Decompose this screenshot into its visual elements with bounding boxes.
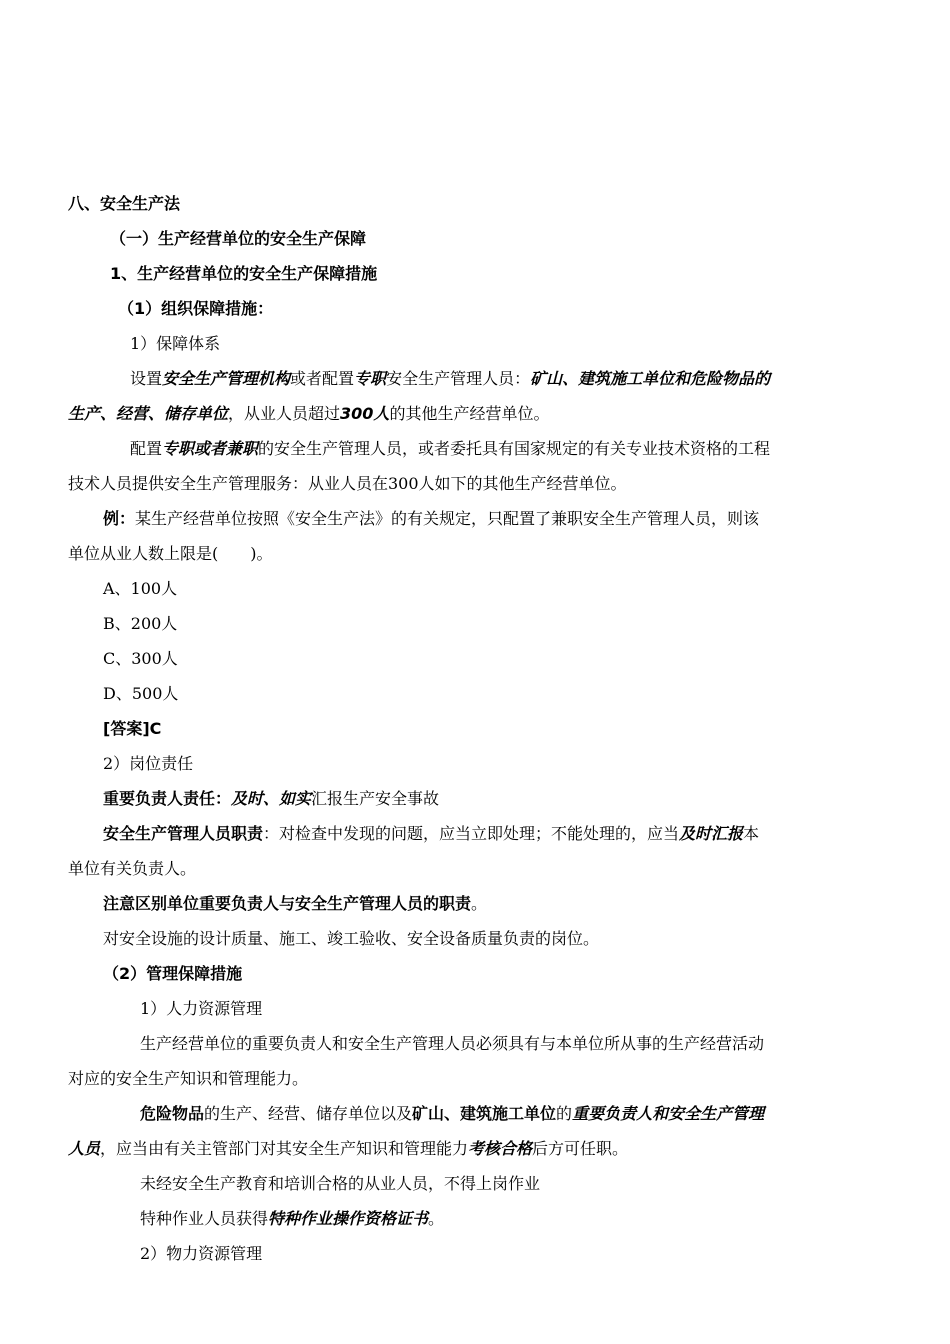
emphasis: 300人 — [340, 404, 390, 423]
text: 设置 — [130, 369, 163, 388]
text: 的安全生产管理人员，或者委托具有国家规定的有关专业技术资格的工程 — [258, 439, 771, 458]
text: 某生产经营单位按照《安全生产法》的有关规定，只配置了兼职安全生产管理人员，则该 — [135, 509, 760, 528]
subheading-hr: 1）人力资源管理 — [140, 999, 263, 1018]
label: 危险物品 — [140, 1104, 205, 1123]
text: ，从业人员超过 — [228, 404, 341, 423]
subheading-duty: 2）岗位责任 — [103, 754, 194, 773]
emphasis: 及时汇报 — [679, 824, 744, 843]
label: 重要负责人责任： — [103, 789, 232, 808]
text: 汇报生产安全事故 — [311, 789, 440, 808]
subheading-material: 2）物力资源管理 — [140, 1244, 263, 1263]
heading-org-measures: （1）组织保障措施： — [118, 299, 274, 318]
text: 本 — [743, 824, 760, 843]
emphasis: 人员 — [68, 1139, 101, 1158]
heading-subsection-1: （一）生产经营单位的安全生产保障 — [110, 229, 367, 248]
paragraph-2-line-2: 技术人员提供安全生产管理服务：从业人员在300人如下的其他生产经营单位。 — [68, 474, 627, 493]
paragraph-5 — [103, 893, 838, 915]
answer: [答案]C — [103, 719, 162, 738]
text: 或者配置 — [290, 369, 355, 388]
paragraph-2-line-1 — [130, 438, 838, 460]
text: 的其他生产经营单位。 — [389, 404, 550, 423]
paragraph-9: 未经安全生产教育和培训合格的从业人员，不得上岗作业 — [140, 1174, 541, 1193]
paragraph-8-line-2 — [68, 1138, 838, 1160]
heading-section-8: 八、安全生产法 — [68, 194, 181, 213]
emphasis: 特种作业操作资格证书 — [268, 1209, 429, 1228]
example-line-1 — [103, 508, 838, 530]
paragraph-3 — [103, 788, 838, 810]
label: 安全生产管理人员职责 — [103, 824, 264, 843]
text: 后方可任职。 — [532, 1139, 629, 1158]
heading-mgmt-measures: （2）管理保障措施 — [103, 964, 243, 983]
text: ：对检查中发现的问题，应当立即处理；不能处理的，应当 — [263, 824, 680, 843]
paragraph-4-line-2: 单位有关负责人。 — [68, 859, 197, 878]
emphasis: 矿山、建筑施工单位和危险物品的 — [530, 369, 771, 388]
example-label: 例： — [103, 509, 136, 528]
text: 特种作业人员获得 — [140, 1209, 269, 1228]
paragraph-4-line-1 — [103, 823, 838, 845]
option-c: C、300人 — [103, 649, 178, 668]
emphasis: 专职或者兼职 — [162, 439, 259, 458]
note: 注意区别单位重要负责人与安全生产管理人员的职责 — [103, 894, 472, 913]
heading-measures: 1、生产经营单位的安全生产保障措施 — [110, 264, 378, 283]
example-line-2: 单位从业人数上限是( )。 — [68, 544, 273, 563]
text: 的生产、经营、储存单位以及 — [204, 1104, 413, 1123]
text: 。 — [471, 894, 488, 913]
text: 。 — [428, 1209, 445, 1228]
subheading-system: 1）保障体系 — [130, 334, 221, 353]
paragraph-7-line-1: 生产经营单位的重要负责人和安全生产管理人员必须具有与本单位所从事的生产经营活动 — [140, 1034, 765, 1053]
emphasis: 生产、经营、储存单位 — [68, 404, 229, 423]
paragraph-7-line-2: 对应的安全生产知识和管理能力。 — [68, 1069, 309, 1088]
text: 配置 — [130, 439, 163, 458]
text: 安全生产管理人员： — [386, 369, 531, 388]
emphasis: 重要负责人和安全生产管理 — [572, 1104, 765, 1123]
text: 的 — [556, 1104, 573, 1123]
paragraph-6: 对安全设施的设计质量、施工、竣工验收、安全设备质量负责的岗位。 — [103, 929, 600, 948]
label: 矿山、建筑施工单位 — [412, 1104, 557, 1123]
emphasis: 考核合格 — [468, 1139, 533, 1158]
text: ，应当由有关主管部门对其安全生产知识和管理能力 — [100, 1139, 469, 1158]
paragraph-10 — [140, 1208, 838, 1230]
emphasis: 及时、如实 — [231, 789, 312, 808]
emphasis: 专职 — [354, 369, 387, 388]
paragraph-1-line-1 — [130, 368, 838, 390]
emphasis: 安全生产管理机构 — [162, 369, 291, 388]
option-d: D、500人 — [103, 684, 179, 703]
option-b: B、200人 — [103, 614, 178, 633]
option-a: A、100人 — [103, 579, 178, 598]
paragraph-8-line-1 — [140, 1103, 838, 1125]
paragraph-1-line-2 — [68, 403, 838, 425]
